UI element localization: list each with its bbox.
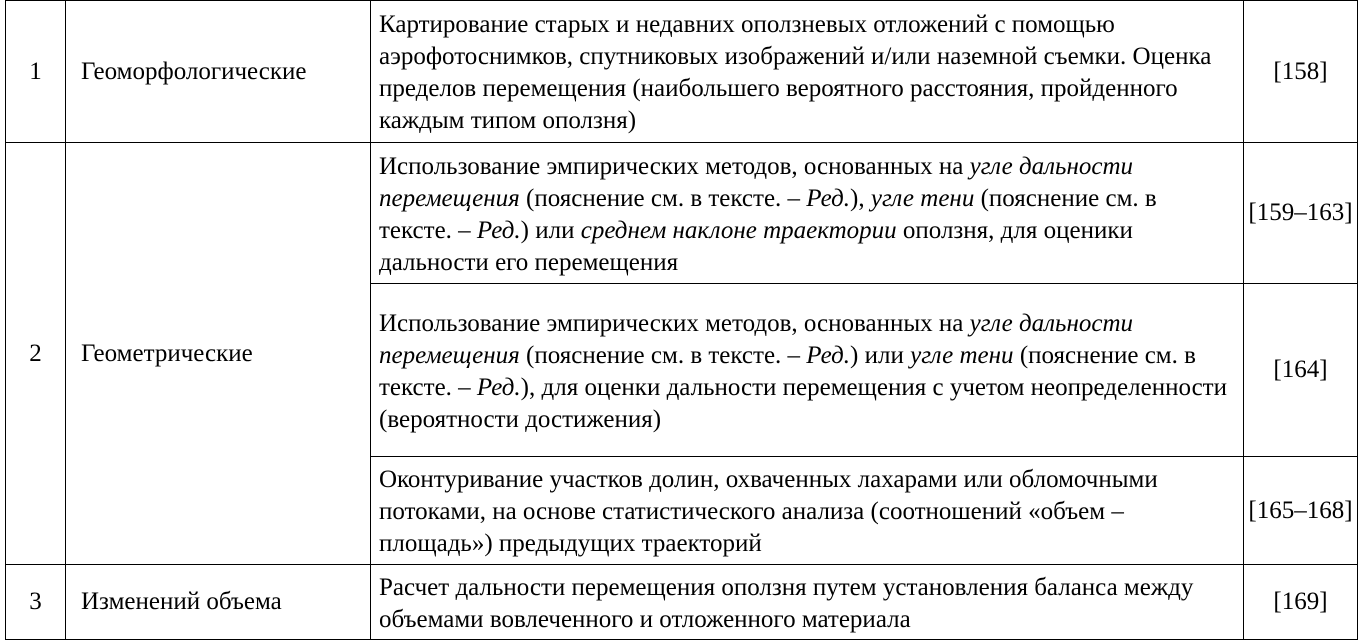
table-row: [6, 1, 1358, 143]
method-group-name: Геоморфологические: [66, 1, 371, 143]
methods-table: [5, 0, 1358, 640]
text-run: Использование эмпирических методов, основанных на: [379, 309, 970, 337]
description-text: [379, 464, 1235, 560]
method-group-name: Изменений объема: [66, 565, 371, 640]
text-run: Расчет дальности перемещения оползня путем установления баланса между объемами вовлеченного и отложенного материала: [379, 573, 1194, 633]
text-run: ) или: [850, 341, 911, 369]
text-run: (пояснение см. в тексте. –: [379, 341, 1196, 401]
method-description: [371, 457, 1244, 565]
reference-cell: [158]: [1244, 1, 1358, 143]
table-row: [6, 143, 1358, 284]
italic-term: угле тени: [870, 184, 975, 212]
text-run: (пояснение см. в тексте. –: [379, 184, 1157, 244]
method-description: [371, 143, 1244, 284]
italic-term: Ред.: [476, 373, 521, 401]
description-text: [379, 308, 1235, 436]
text-run: Использование эмпирических методов, основанных на: [379, 152, 970, 180]
method-group-name: Геометрические: [66, 143, 371, 565]
row-number: 2: [6, 143, 66, 565]
italic-term: угле дальности перемещения: [379, 309, 1133, 369]
table-row: [6, 565, 1358, 640]
text-run: Картирование старых и недавних оползневых отложений с помощью аэрофотоснимков, спутниковых изображений и/или наземной съемки. Оценка пределов перемещения (наибольшего вероятного расстояния, пройденного каждым типом оползня): [379, 11, 1212, 134]
italic-term: Ред.: [806, 184, 851, 212]
reference-cell: [165–168]: [1244, 457, 1358, 565]
text-run: оползня, для оценики дальности его перемещения: [379, 216, 1133, 276]
text-run: ), для оценки дальности перемещения с учетом неопределенности (вероятности достижения): [379, 373, 1227, 433]
text-run: ),: [850, 184, 871, 212]
description-text: [379, 572, 1235, 636]
description-text: [379, 151, 1235, 279]
description-text: [379, 9, 1235, 137]
text-run: (пояснение см. в тексте. –: [519, 184, 807, 212]
row-number: 1: [6, 1, 66, 143]
text-run: (пояснение см. в тексте. –: [519, 341, 807, 369]
method-description: [371, 565, 1244, 640]
text-run: ) или: [520, 216, 581, 244]
italic-term: среднем наклоне траектории: [580, 216, 897, 244]
italic-term: Ред.: [806, 341, 851, 369]
reference-cell: [169]: [1244, 565, 1358, 640]
method-description: [371, 284, 1244, 457]
reference-cell: [164]: [1244, 284, 1358, 457]
italic-term: Ред.: [476, 216, 521, 244]
italic-term: угле тени: [910, 341, 1014, 369]
reference-cell: [159–163]: [1244, 143, 1358, 284]
italic-term: угле дальности перемещения: [379, 152, 1133, 212]
row-number: 3: [6, 565, 66, 640]
text-run: Оконтуривание участков долин, охваченных лахарами или обломочными потоками, на основе статистического анализа (соотношений «объем – площадь») предыдущих траекторий: [379, 466, 1158, 557]
method-description: [371, 1, 1244, 143]
